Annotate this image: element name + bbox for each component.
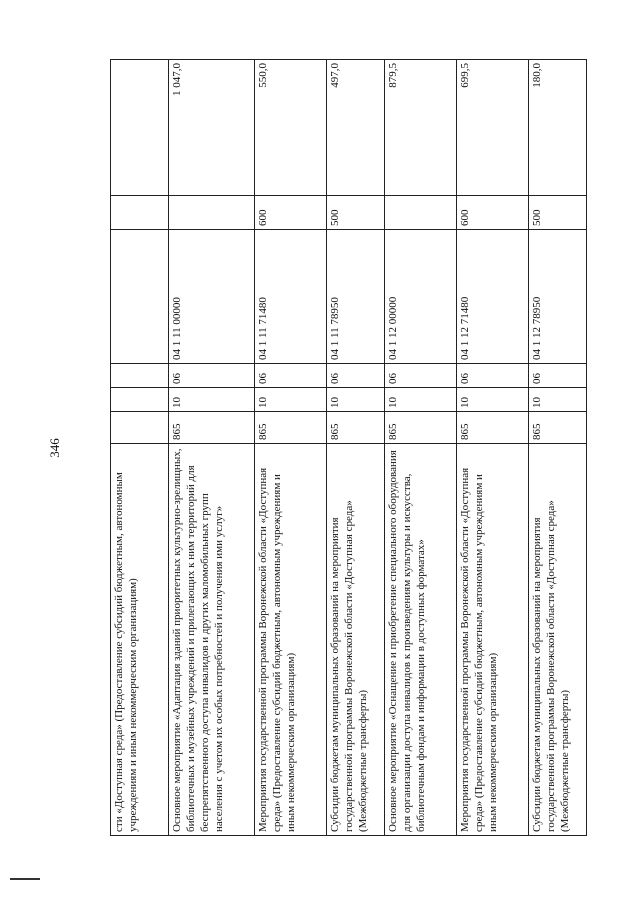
page-number: 346 xyxy=(47,438,62,458)
table-row xyxy=(385,60,457,836)
target-article-code: 04 1 12 00000 xyxy=(385,230,457,364)
amount: 497,0 xyxy=(327,60,385,196)
grbs-code: 865 xyxy=(385,412,457,444)
target-article-code: 04 1 12 71480 xyxy=(457,230,529,364)
item-name: Мероприятия государственной программы Воронежской области «Доступная среда» (Предоставление субсидий бюджетным, автономным учреждениям и иным некоммерческим организациям) xyxy=(457,444,529,836)
subsection-code xyxy=(111,364,169,388)
amount: 180,0 xyxy=(529,60,587,196)
grbs-code: 865 xyxy=(169,412,255,444)
expense-type-code: 500 xyxy=(327,196,385,230)
grbs-code: 865 xyxy=(255,412,327,444)
item-name: Мероприятия государственной программы Воронежской области «Доступная среда» (Предоставление субсидий бюджетным, автономным учреждениям и иным некоммерческим организациям) xyxy=(255,444,327,836)
section-code: 10 xyxy=(169,388,255,412)
budget-table xyxy=(110,59,587,836)
table-row xyxy=(255,60,327,836)
grbs-code: 865 xyxy=(327,412,385,444)
section-code: 10 xyxy=(255,388,327,412)
table-row xyxy=(111,60,169,836)
subsection-code: 06 xyxy=(457,364,529,388)
rotated-page xyxy=(47,60,586,836)
item-name: Основное мероприятие «Оснащение и приобретение специального оборудования для организации доступа инвалидов к произведениям культуры и искусства, библиотечным фондам и информации в доступных форматах» xyxy=(385,444,457,836)
grbs-code: 865 xyxy=(457,412,529,444)
expense-type-code: 600 xyxy=(255,196,327,230)
section-code: 10 xyxy=(457,388,529,412)
subsection-code: 06 xyxy=(255,364,327,388)
expense-type-code: 500 xyxy=(529,196,587,230)
expense-type-code xyxy=(169,196,255,230)
subsection-code: 06 xyxy=(327,364,385,388)
amount xyxy=(111,60,169,196)
subsection-code: 06 xyxy=(529,364,587,388)
expense-type-code: 600 xyxy=(457,196,529,230)
table-row xyxy=(327,60,385,836)
subsection-code: 06 xyxy=(385,364,457,388)
expense-type-code xyxy=(111,196,169,230)
table-row xyxy=(457,60,529,836)
table-row xyxy=(529,60,587,836)
target-article-code: 04 1 11 00000 xyxy=(169,230,255,364)
expense-type-code xyxy=(385,196,457,230)
target-article-code: 04 1 12 78950 xyxy=(529,230,587,364)
amount: 879,5 xyxy=(385,60,457,196)
section-code: 10 xyxy=(529,388,587,412)
grbs-code: 865 xyxy=(529,412,587,444)
item-name: Субсидии бюджетам муниципальных образований на мероприятия государственной программы Воронежской области «Доступная среда» (Межбюджетные трансферты) xyxy=(327,444,385,836)
target-article-code: 04 1 11 78950 xyxy=(327,230,385,364)
subsection-code: 06 xyxy=(169,364,255,388)
section-code xyxy=(111,388,169,412)
item-name: Субсидии бюджетам муниципальных образований на мероприятия государственной программы Воронежской области «Доступная среда» (Межбюджетные трансферты) xyxy=(529,444,587,836)
item-name: Основное мероприятие «Адаптация зданий приоритетных культурно-зрелищных, библиотечных и музейных учреждений и прилегающих к ним территорий для беспрепятственного доступа инвалидов и других маломобильных групп населения с учетом их особых потребностей и получения ими услуг» xyxy=(169,444,255,836)
item-name: сти «Доступная среда» (Предоставление субсидий бюджетным, автономным учреждениям и иным некоммерческим организациям) xyxy=(111,444,169,836)
section-code: 10 xyxy=(327,388,385,412)
amount: 1 047,0 xyxy=(169,60,255,196)
section-code: 10 xyxy=(385,388,457,412)
target-article-code: 04 1 11 71480 xyxy=(255,230,327,364)
grbs-code xyxy=(111,412,169,444)
scan-edge-mark xyxy=(10,878,40,880)
amount: 699,5 xyxy=(457,60,529,196)
table-row xyxy=(169,60,255,836)
target-article-code xyxy=(111,230,169,364)
amount: 550,0 xyxy=(255,60,327,196)
